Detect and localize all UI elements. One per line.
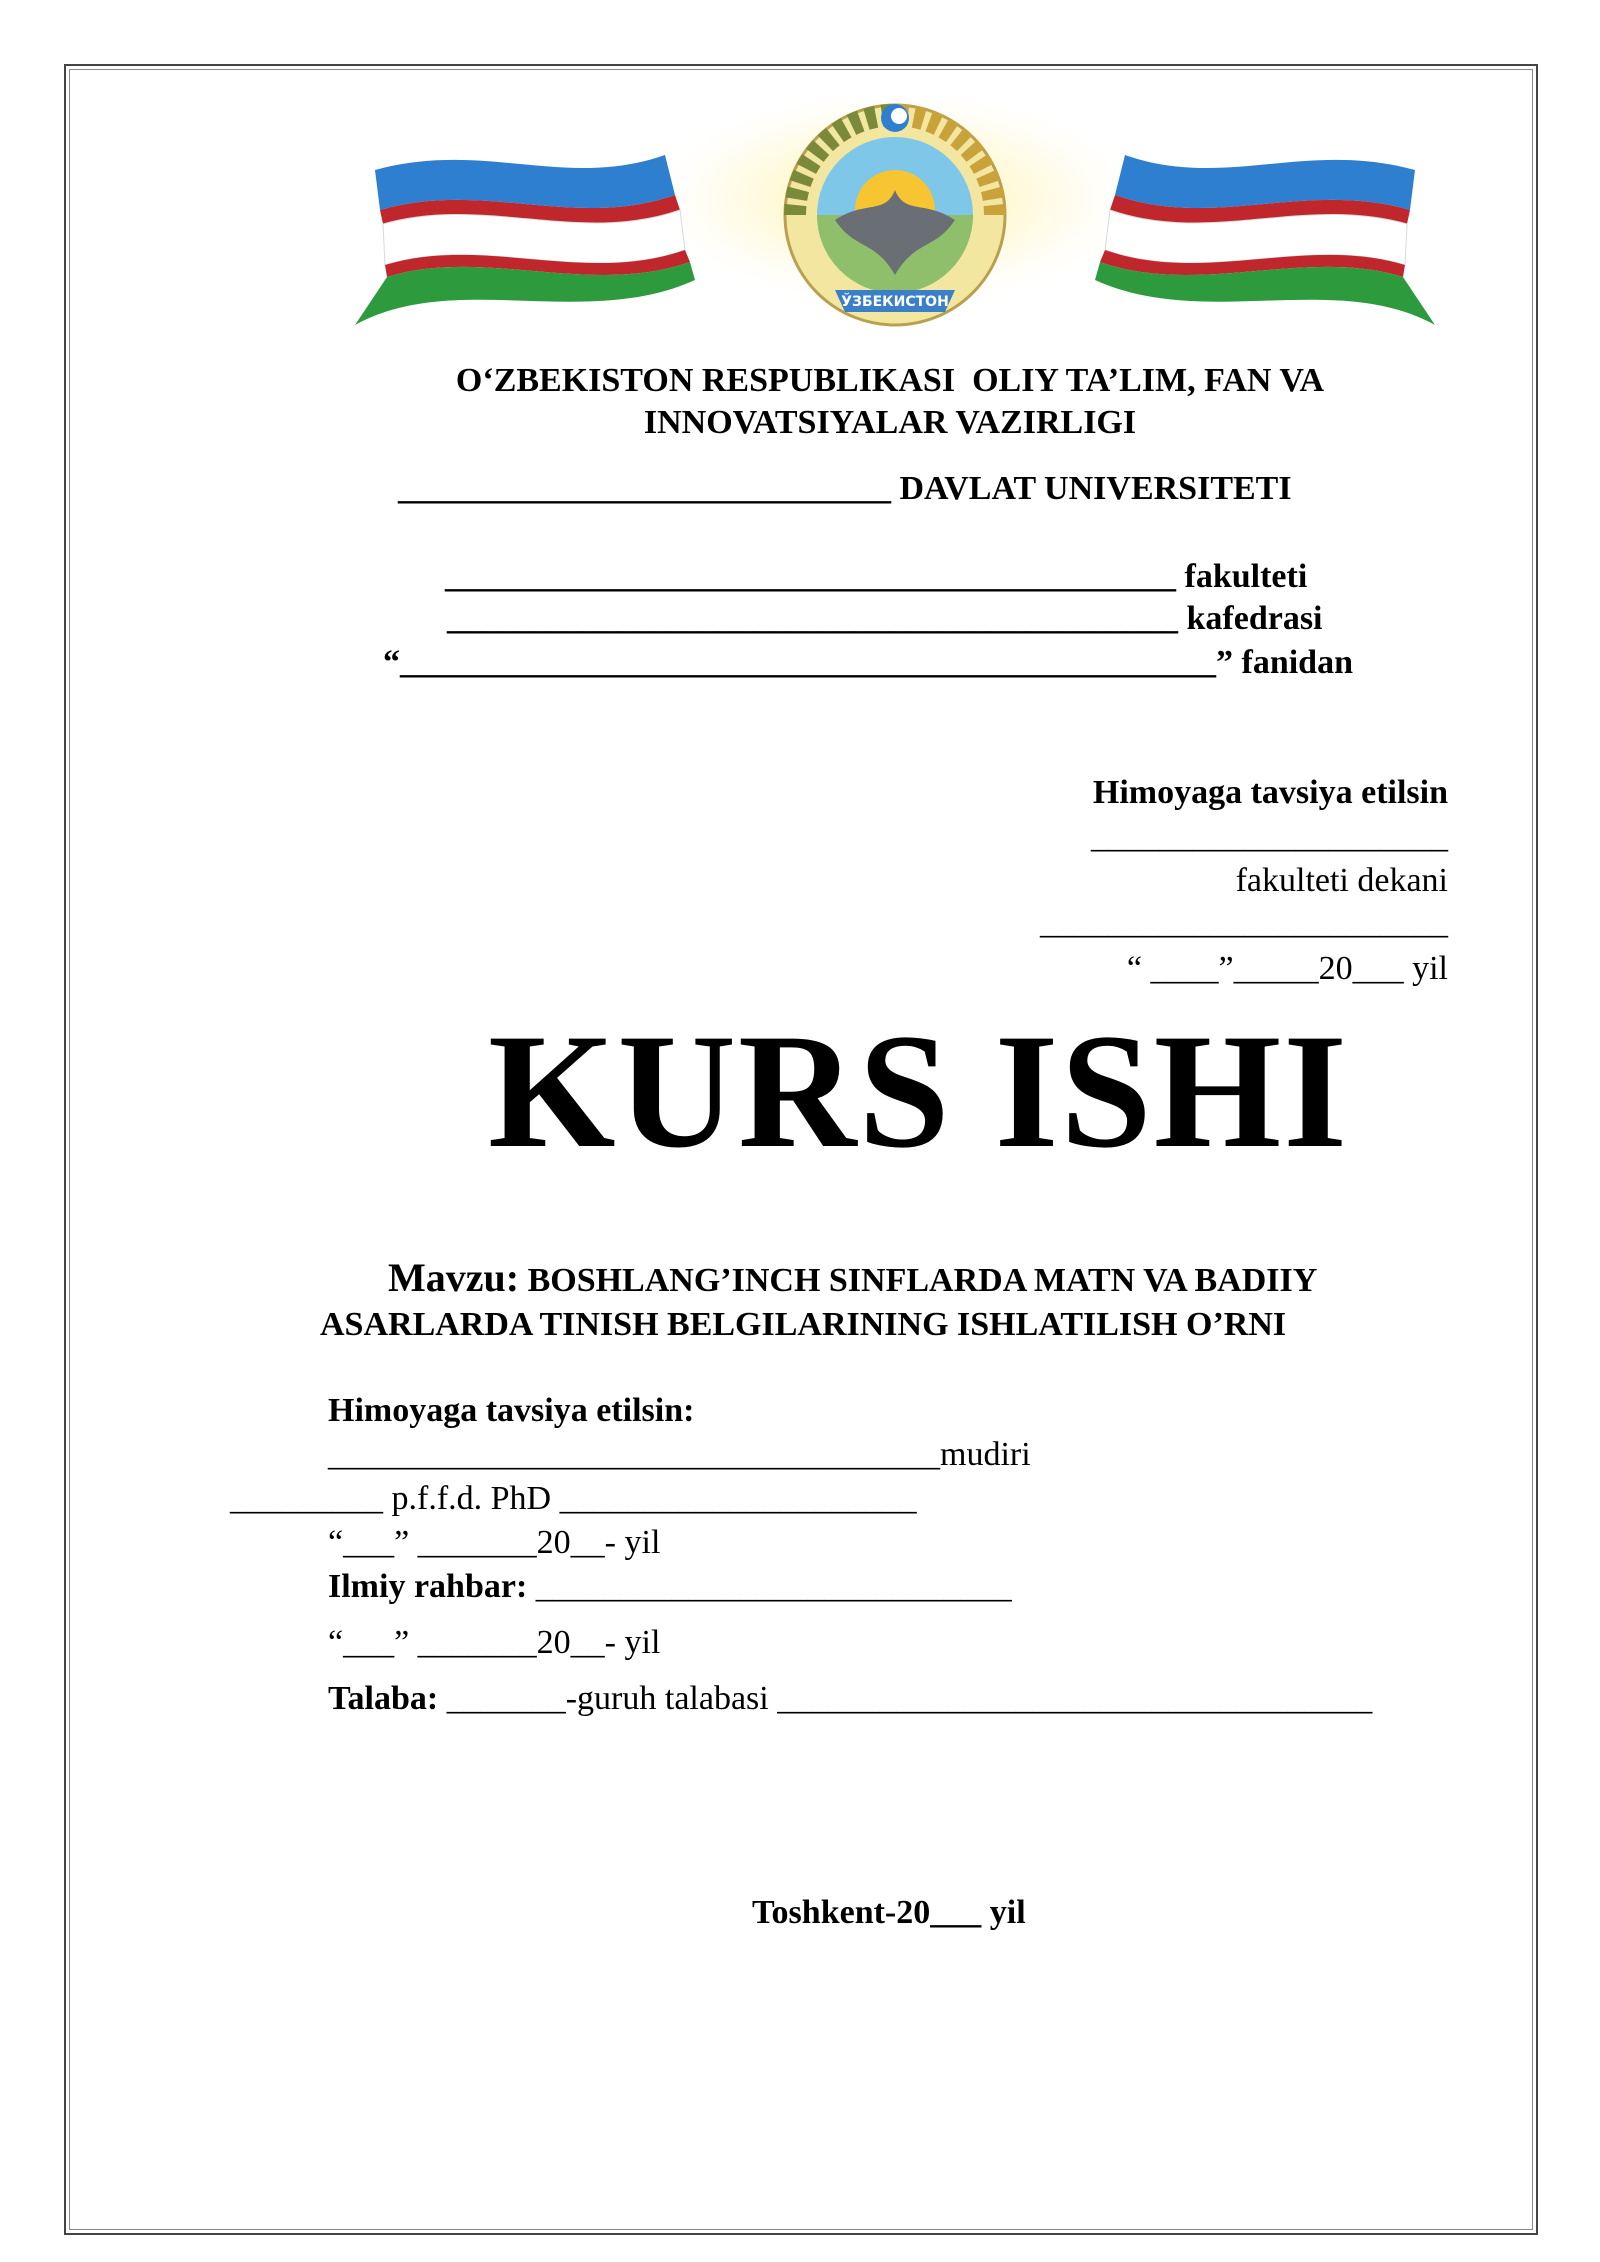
- university-line: _____________________________ DAVLAT UNIVERSITETI: [398, 470, 1292, 507]
- flag-ribbon-left: [355, 155, 695, 325]
- head-of-department-line: ____________________________________mudiri: [328, 1436, 1031, 1473]
- advisor-blank: ____________________________: [527, 1568, 1012, 1605]
- dean-label: fakulteti dekani: [1235, 862, 1448, 899]
- defense-date-2: “___” _______20__- yil: [328, 1624, 661, 1661]
- department-line: ___________________________________________ kafedrasi: [447, 600, 1323, 637]
- faculty-line: ___________________________________________ fakulteti: [445, 558, 1308, 595]
- topic-text-1: BOSHLANG’INCH SINFLARDA MATN VA BADIIY: [519, 1262, 1318, 1299]
- topic-line-1: [388, 1255, 1318, 1300]
- ministry-line-1: O‘ZBEKISTON RESPUBLIKASI OLIY TA’LIM, FAN VA: [455, 362, 1325, 399]
- degree-line: _________ p.f.f.d. PhD _____________________: [230, 1480, 917, 1517]
- student-blank: _______-guruh talabasi ___________________________________: [438, 1680, 1373, 1717]
- approval-date: “ ____”_____20___ yil: [1126, 950, 1448, 987]
- student-label: Talaba:: [328, 1680, 439, 1717]
- approval-heading: Himoyaga tavsiya etilsin: [1092, 774, 1448, 811]
- advisor-line: [328, 1570, 1012, 1604]
- page-title: KURS ISHI: [488, 1001, 1350, 1182]
- approval-blank-1: _____________________: [1091, 818, 1448, 855]
- advisor-label: Ilmiy rahbar:: [328, 1568, 528, 1605]
- emblem-caption: ЎЗБЕКИСТОН: [841, 294, 949, 310]
- subject-line: “________________________________________________” fanidan: [383, 644, 1353, 681]
- student-line: [328, 1682, 1372, 1716]
- ministry-line-2: INNOVATSIYALAR VAZIRLIGI: [643, 404, 1137, 441]
- topic-label: Mavzu:: [388, 1255, 520, 1300]
- city-year: Toshkent-20___ yil: [752, 1894, 1026, 1931]
- topic-line-2: ASARLARDA TINISH BELGILARINING ISHLATILISH O’RNI: [320, 1306, 1287, 1343]
- defense-heading: Himoyaga tavsiya etilsin:: [328, 1392, 695, 1429]
- approval-blank-2: ________________________: [1040, 904, 1448, 941]
- uzbekistan-emblem-icon: [335, 100, 1455, 330]
- flag-ribbon-right: [1095, 155, 1435, 325]
- defense-date-1: “___” _______20__- yil: [328, 1524, 661, 1561]
